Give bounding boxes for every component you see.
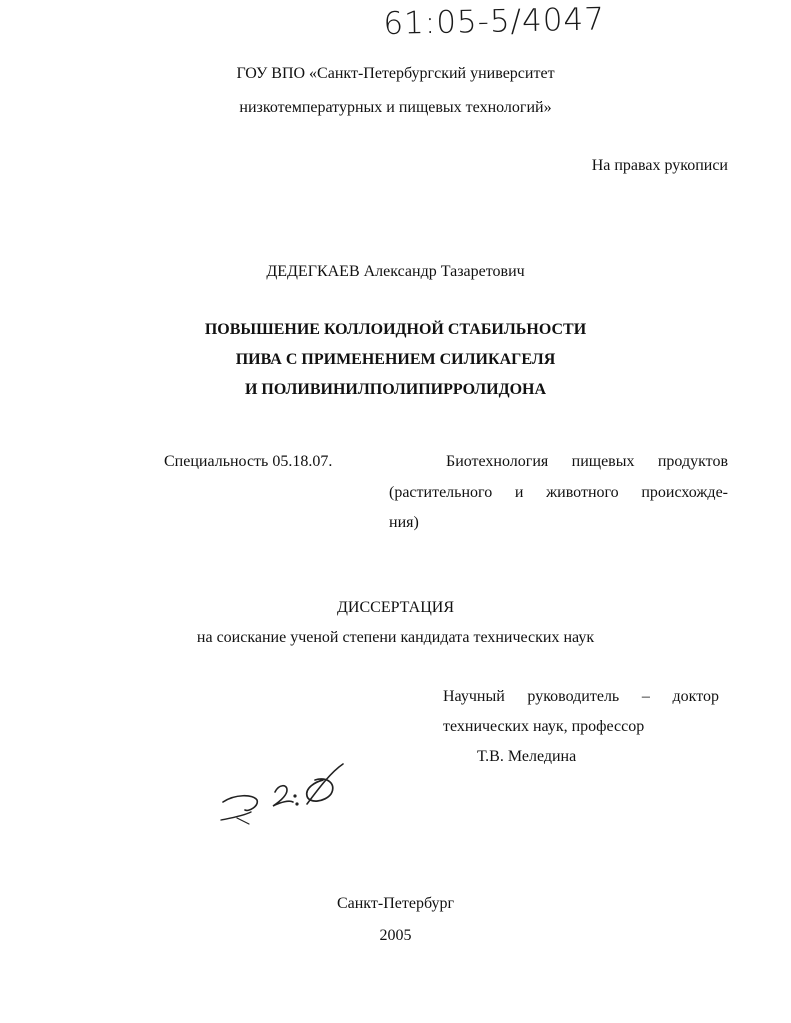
- supervisor-line-1: Научный руководитель – доктор: [443, 688, 719, 705]
- specialty-label: Специальность 05.18.07.: [164, 453, 333, 470]
- specialty-line-1: Биотехнология пищевых продуктов: [446, 453, 728, 470]
- year: 2005: [379, 927, 412, 944]
- specialty-line-3: ния): [389, 514, 419, 531]
- specialty-line-2: (растительного и животного происхожде-: [389, 484, 728, 501]
- rights-note: На правах рукописи: [591, 157, 728, 174]
- supervisor-name: Т.В. Меледина: [477, 748, 577, 765]
- title-line-1: ПОВЫШЕНИЕ КОЛЛОИДНОЙ СТАБИЛЬНОСТИ: [204, 321, 587, 338]
- institution-line-1: ГОУ ВПО «Санкт-Петербургский университет: [236, 65, 555, 82]
- dissertation-subtitle: на соискание ученой степени кандидата технических наук: [196, 629, 595, 646]
- institution-line-2: низкотемпературных и пищевых технологий»: [239, 99, 552, 116]
- author-name: ДЕДЕГКАЕВ Александр Тазаретович: [266, 263, 525, 280]
- city: Санкт-Петербург: [336, 895, 455, 912]
- dissertation-heading: ДИССЕРТАЦИЯ: [337, 599, 454, 616]
- supervisor-line-2: технических наук, профессор: [443, 718, 645, 735]
- archive-number: 61:05-5/4047: [383, 1, 606, 42]
- title-line-3: И ПОЛИВИНИЛПОЛИПИРРОЛИДОНА: [244, 381, 547, 398]
- title-line-2: ПИВА С ПРИМЕНЕНИЕМ СИЛИКАГЕЛЯ: [235, 351, 556, 368]
- handwritten-signature: [215, 758, 355, 833]
